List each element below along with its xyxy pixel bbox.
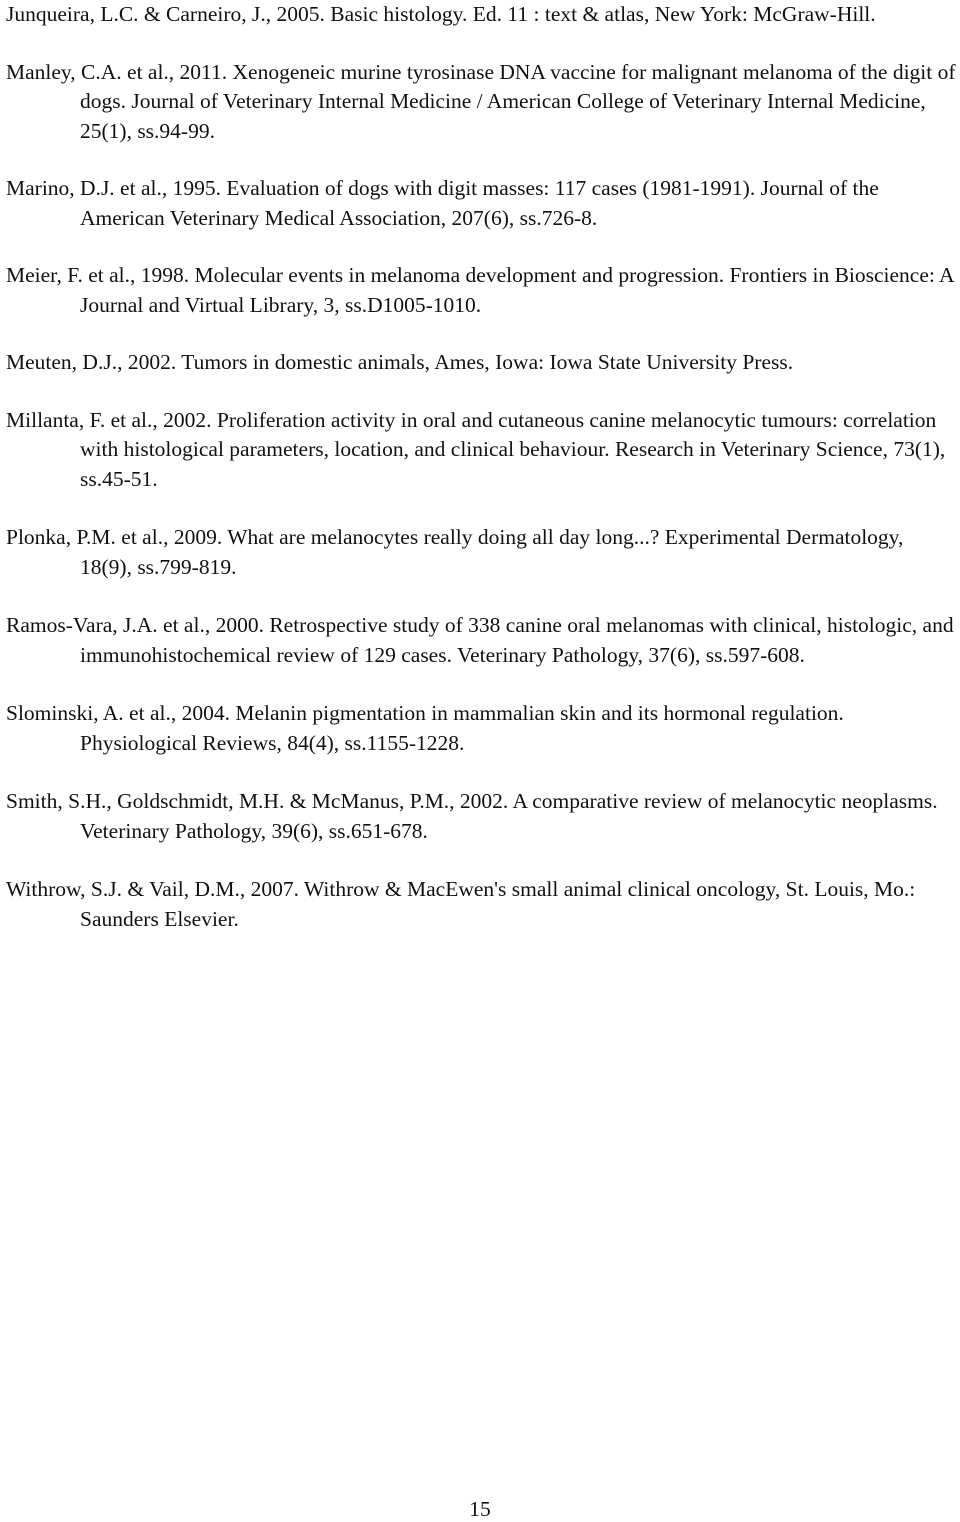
reference-entry-2	[6, 58, 956, 147]
reference-entry-9	[6, 699, 956, 758]
reference-authors: Slominski, A. et al., 2004.	[6, 701, 230, 725]
reference-entry-11	[6, 875, 956, 934]
reference-details: What are melanocytes really doing all day long...? Experimental Dermatology, 18(9), ss.799-819.	[80, 525, 904, 579]
reference-authors: Millanta, F. et al., 2002.	[6, 407, 212, 432]
reference-entry-7	[6, 523, 956, 582]
reference-list	[6, 0, 956, 934]
reference-authors: Meier, F. et al., 1998.	[6, 263, 190, 287]
reference-details: Evaluation of dogs with digit masses: 117 cases (1981-1991). Journal of the American Veterinary Medical Association, 207(6), ss.726-8.	[80, 176, 879, 230]
reference-entry-10	[6, 787, 956, 846]
reference-details: Tumors in domestic animals, Ames, Iowa: Iowa State University Press.	[181, 350, 794, 374]
reference-entry-8	[6, 611, 956, 670]
reference-entry-6	[6, 406, 956, 495]
reference-authors: Withrow, S.J. & Vail, D.M., 2007.	[6, 877, 299, 901]
reference-details: Basic histology. Ed. 11 : text & atlas, New York: McGraw-Hill.	[330, 2, 876, 26]
reference-authors: Ramos-Vara, J.A. et al., 2000.	[6, 613, 264, 637]
reference-details: Melanin pigmentation in mammalian skin and its hormonal regulation. Physiological Reviews, 84(4), ss.1155-1228.	[80, 701, 844, 755]
reference-entry-4	[6, 261, 956, 320]
reference-authors: Plonka, P.M. et al., 2009.	[6, 525, 223, 549]
reference-authors: Manley, C.A. et al., 2011.	[6, 59, 228, 84]
reference-authors: Marino, D.J. et al., 1995.	[6, 176, 221, 200]
reference-entry-5	[6, 348, 956, 378]
reference-authors: Smith, S.H., Goldschmidt, M.H. & McManus, P.M., 2002.	[6, 789, 509, 813]
reference-entry-3	[6, 174, 956, 233]
page-number: 15	[469, 1497, 491, 1521]
reference-entry-1	[6, 0, 956, 30]
reference-authors: Junqueira, L.C. & Carneiro, J., 2005.	[6, 2, 325, 26]
reference-details: A comparative review of melanocytic neoplasms. Veterinary Pathology, 39(6), ss.651-678.	[80, 789, 938, 843]
reference-details: Withrow & MacEwen's small animal clinical oncology, St. Louis, Mo.: Saunders Elsevier.	[80, 877, 916, 931]
reference-details: Retrospective study of 338 canine oral melanomas with clinical, histologic, and immunohistochemical review of 129 cases. Veterinary Pathology, 37(6), ss.597-608.	[80, 613, 954, 667]
reference-details: Proliferation activity in oral and cutaneous canine melanocytic tumours: correlation with histological parameters, location, and clinical behaviour. Research in Veterinary Science, 73(1), ss.45-51.	[80, 407, 946, 491]
reference-details: Molecular events in melanoma development and progression. Frontiers in Bioscience: A Journal and Virtual Library, 3, ss.D1005-1010.	[80, 263, 954, 317]
reference-details: Xenogeneic murine tyrosinase DNA vaccine for malignant melanoma of the digit of dogs. Journal of Veterinary Internal Medicine / American College of Veterinary Internal Medicine, 25(1), ss.94-99.	[80, 59, 956, 143]
reference-authors: Meuten, D.J., 2002.	[6, 350, 177, 374]
